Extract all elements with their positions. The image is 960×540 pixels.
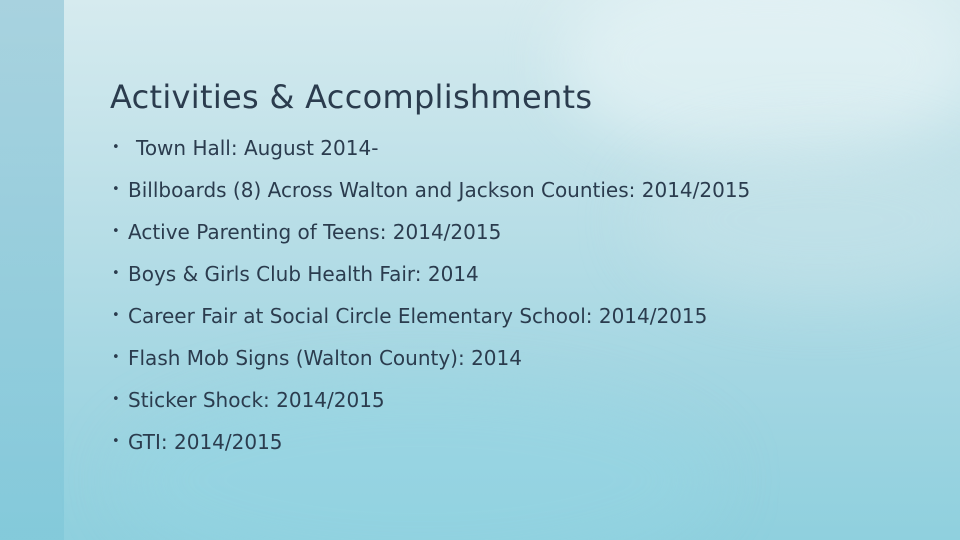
bullet-text: Flash Mob Signs (Walton County): 2014 bbox=[128, 346, 522, 370]
bullet-text: Boys & Girls Club Health Fair: 2014 bbox=[128, 262, 479, 286]
list-item bbox=[108, 178, 868, 202]
bullet-icon: • bbox=[112, 140, 120, 155]
list-item bbox=[108, 388, 868, 412]
list-item bbox=[108, 262, 868, 286]
left-accent-band bbox=[0, 0, 64, 540]
bullet-icon: • bbox=[112, 224, 120, 239]
bullet-list bbox=[108, 132, 868, 454]
bullet-icon: • bbox=[112, 350, 120, 365]
bullet-text: Town Hall: August 2014- bbox=[136, 136, 379, 160]
bullet-icon: • bbox=[112, 308, 120, 323]
bullet-text: Career Fair at Social Circle Elementary School: 2014/2015 bbox=[128, 304, 708, 328]
bullet-text: Billboards (8) Across Walton and Jackson Counties: 2014/2015 bbox=[128, 178, 751, 202]
bullet-icon: • bbox=[112, 434, 120, 449]
list-item bbox=[108, 220, 868, 244]
bullet-icon: • bbox=[112, 182, 120, 197]
bullet-text: GTI: 2014/2015 bbox=[128, 430, 283, 454]
list-item bbox=[108, 304, 868, 328]
list-item bbox=[108, 136, 868, 160]
bullet-icon: • bbox=[112, 266, 120, 281]
list-item bbox=[108, 346, 868, 370]
bullet-text: Sticker Shock: 2014/2015 bbox=[128, 388, 385, 412]
bullet-icon: • bbox=[112, 392, 120, 407]
bullet-text: Active Parenting of Teens: 2014/2015 bbox=[128, 220, 502, 244]
slide-title: Activities & Accomplishments bbox=[110, 78, 593, 116]
list-item bbox=[108, 430, 868, 454]
